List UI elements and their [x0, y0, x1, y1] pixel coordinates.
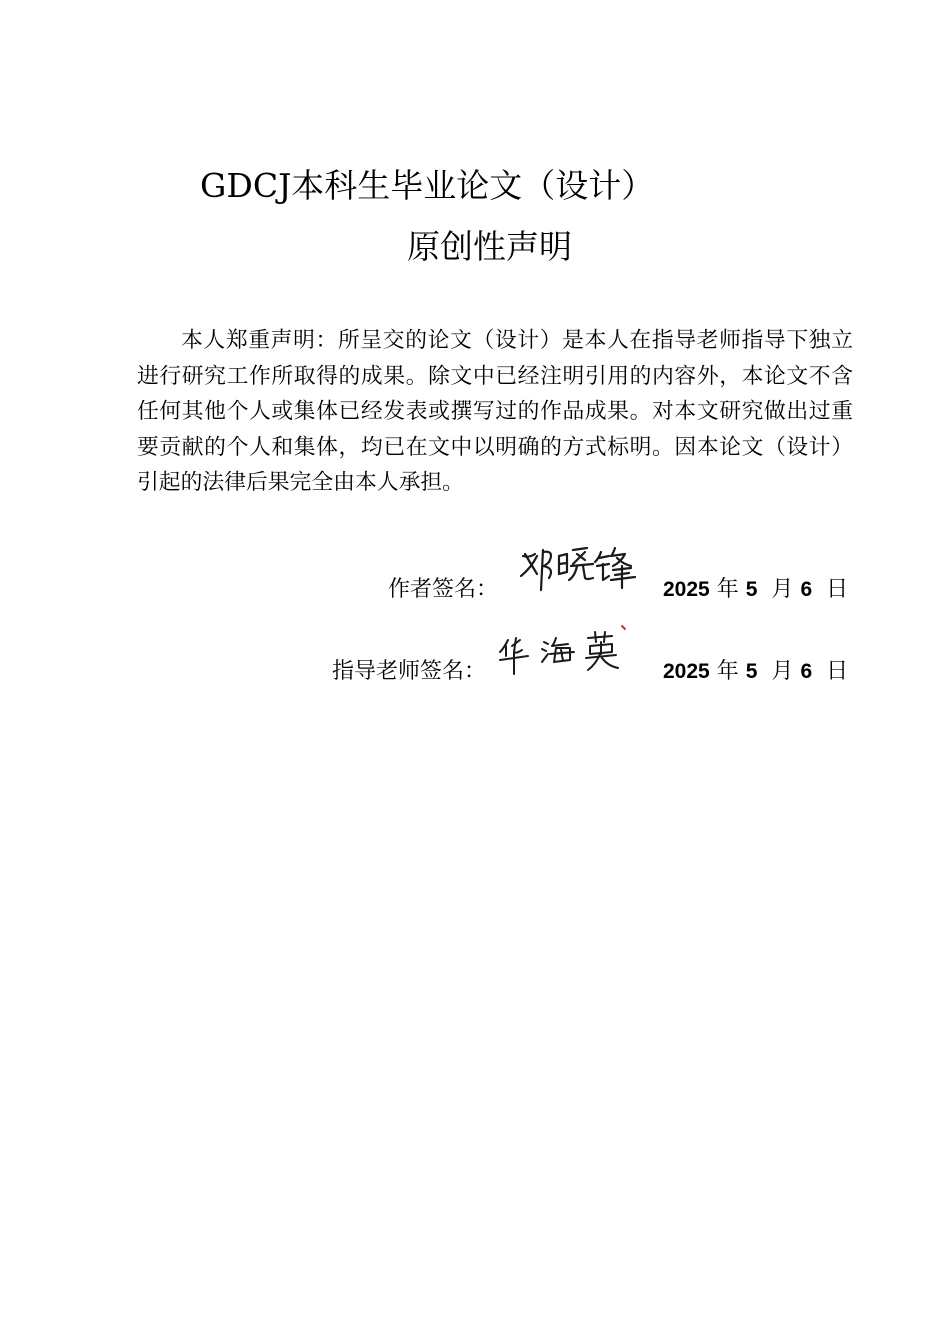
author-signature-row [0, 570, 950, 610]
author-date-day: 6 [800, 578, 813, 601]
author-date-year: 2025 [663, 578, 710, 601]
author-date-day-unit: 日 [826, 577, 849, 602]
advisor-date-day: 6 [800, 660, 813, 683]
document-subtitle: 原创性声明 [407, 227, 572, 266]
advisor-handwritten-signature [494, 622, 634, 678]
declaration-paragraph: 本人郑重声明：所呈交的论文（设计）是本人在指导老师指导下独立进行研究工作所取得的成果。除文中已经注明引用的内容外，本论文不含任何其他个人或集体已经发表或撰写过的作品成果。对本文研究做出过重要贡献的个人和集体，均已在文中以明确的方式标明。因本论文（设计）引起的法律后果完全由本人承担。 [137, 328, 853, 496]
author-handwritten-signature [515, 540, 640, 600]
advisor-date-month: 5 [745, 660, 758, 683]
author-date-month: 5 [745, 578, 758, 601]
advisor-date-day-unit: 日 [826, 659, 849, 684]
author-signature-date [663, 570, 848, 610]
author-date-year-unit: 年 [716, 577, 739, 602]
advisor-signature-date [663, 652, 848, 692]
advisor-signature-label: 指导老师签名： [332, 659, 487, 684]
document-title: GDCJ本科生毕业论文（设计） [200, 166, 655, 205]
advisor-date-month-unit: 月 [771, 659, 794, 684]
advisor-date-year-unit: 年 [716, 659, 739, 684]
author-signature-label: 作者签名： [388, 577, 499, 602]
advisor-date-year: 2025 [663, 660, 710, 683]
author-date-month-unit: 月 [771, 577, 794, 602]
advisor-signature-row [0, 652, 950, 692]
